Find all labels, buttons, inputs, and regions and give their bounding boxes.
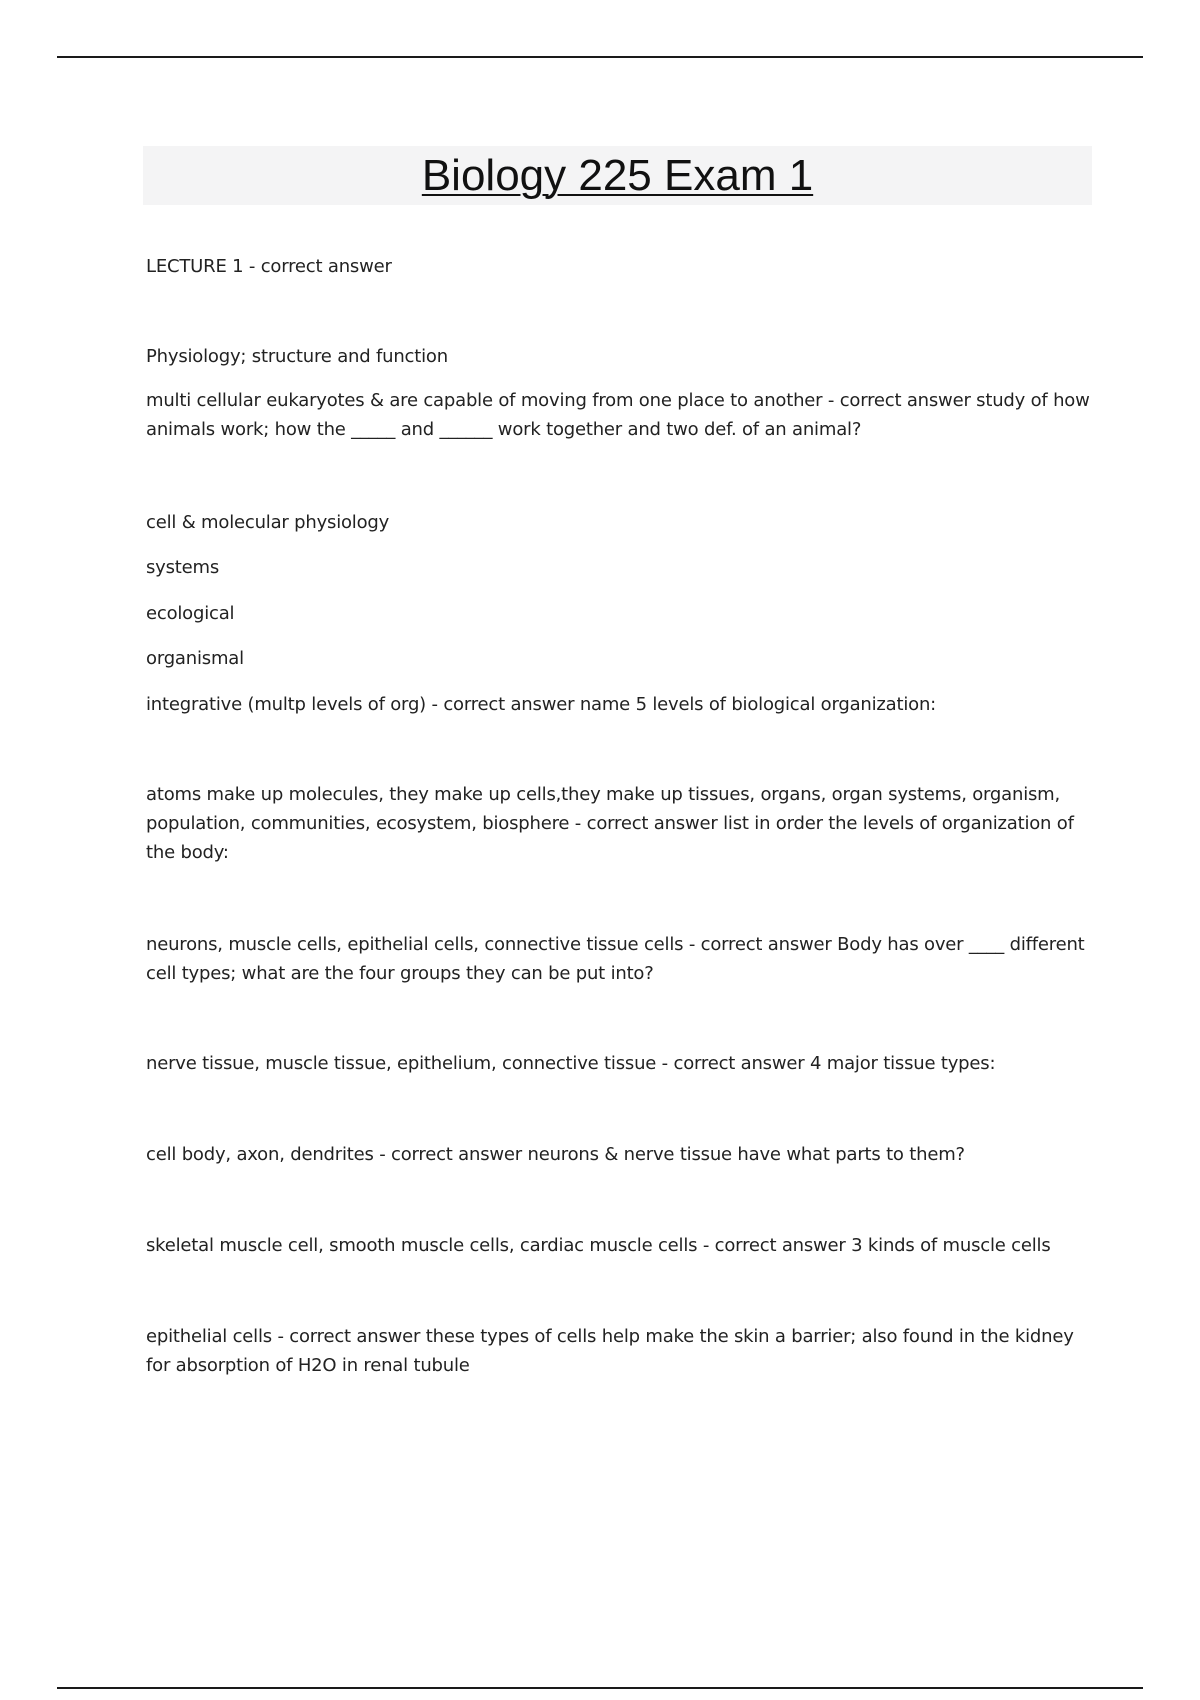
paragraph: atoms make up molecules, they make up cells,they make up tissues, organs, organ systems, organism, population, communities, ecosystem, biosphere - correct answer list in order the levels of organization of the body: <box>146 784 1074 863</box>
title-band <box>143 146 1092 205</box>
paragraph: nerve tissue, muscle tissue, epithelium, connective tissue - correct answer 4 major tissue types: <box>146 1053 996 1074</box>
page-title: Biology 225 Exam 1 <box>421 150 814 200</box>
paragraph: multi cellular eukaryotes & are capable of moving from one place to another - correct answer study of how animals work; how the _____ and ______ work together and two def. of an animal? <box>146 390 1090 440</box>
paragraph: cell body, axon, dendrites - correct answer neurons & nerve tissue have what parts to them? <box>146 1144 965 1165</box>
paragraph: neurons, muscle cells, epithelial cells, connective tissue cells - correct answer Body has over ____ different cell types; what are the four groups they can be put into? <box>146 934 1085 984</box>
paragraph: cell & molecular physiology <box>146 512 390 533</box>
paragraph: epithelial cells - correct answer these types of cells help make the skin a barrier; also found in the kidney for absorption of H2O in renal tubule <box>146 1326 1074 1376</box>
paragraph: ecological <box>146 603 235 624</box>
paragraph: skeletal muscle cell, smooth muscle cells, cardiac muscle cells - correct answer 3 kinds of muscle cells <box>146 1235 1051 1256</box>
paragraph: systems <box>146 557 220 578</box>
paragraph: Physiology; structure and function <box>146 346 448 367</box>
paragraph: integrative (multp levels of org) - correct answer name 5 levels of biological organization: <box>146 694 937 715</box>
paragraph: LECTURE 1 - correct answer <box>146 256 392 277</box>
bottom-rule <box>57 1687 1143 1689</box>
paragraph: organismal <box>146 648 244 669</box>
top-rule <box>57 56 1143 58</box>
